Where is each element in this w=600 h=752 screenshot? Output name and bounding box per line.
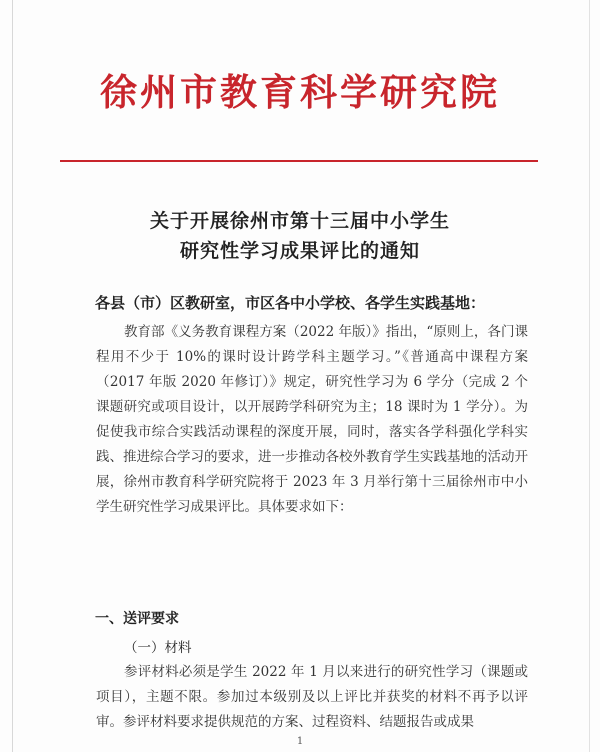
salutation: 各县（市）区教研室，市区各中小学校、各学生实践基地： bbox=[95, 294, 486, 312]
page-number: 1 bbox=[296, 736, 304, 747]
notice-title-line2: 研究性学习成果评比的通知 bbox=[179, 240, 420, 262]
notice-title-line1: 关于开展徐州市第十三届中小学生 bbox=[149, 210, 450, 232]
letterhead-divider bbox=[60, 160, 538, 162]
body-paragraph-1: 教育部《义务教育课程方案（2022 年版）》指出，“原则上，各门课程用不少于 10%的课时设计跨学科主题学习。”《普通高中课程方案 （2017 年版 2020 年修订）》规定，研究性学习为 6 学分（完成 2 个课题研究或项目设计，以开展跨学科研究为主；18 课时为 1 学分）。为促使我市综合实践活动课程的深度开展，同时，落实各学科强化学科实践、推进综合学习的要求，进一步推动各校外教育学生实践基地的活动开展，徐州市教育科学研究院将于 2023 年 3 月举行第十三届徐州市中小学生研究性学习成果评比。具体要求如下： bbox=[96, 324, 528, 515]
subsection-heading: （一）材料 bbox=[124, 640, 192, 656]
body-paragraph-2: 参评材料必须是学生 2022 年 1 月以来进行的研究性学习（课题或项目），主题不限。参加过本级别及以上评比并获奖的材料不再予以评审。参评材料要求提供规范的方案、过程资料、结题报告或成果 bbox=[96, 664, 528, 730]
letterhead-title: 徐州市教育科学研究院 bbox=[100, 70, 500, 114]
section-heading: 一、送评要求 bbox=[95, 611, 179, 627]
